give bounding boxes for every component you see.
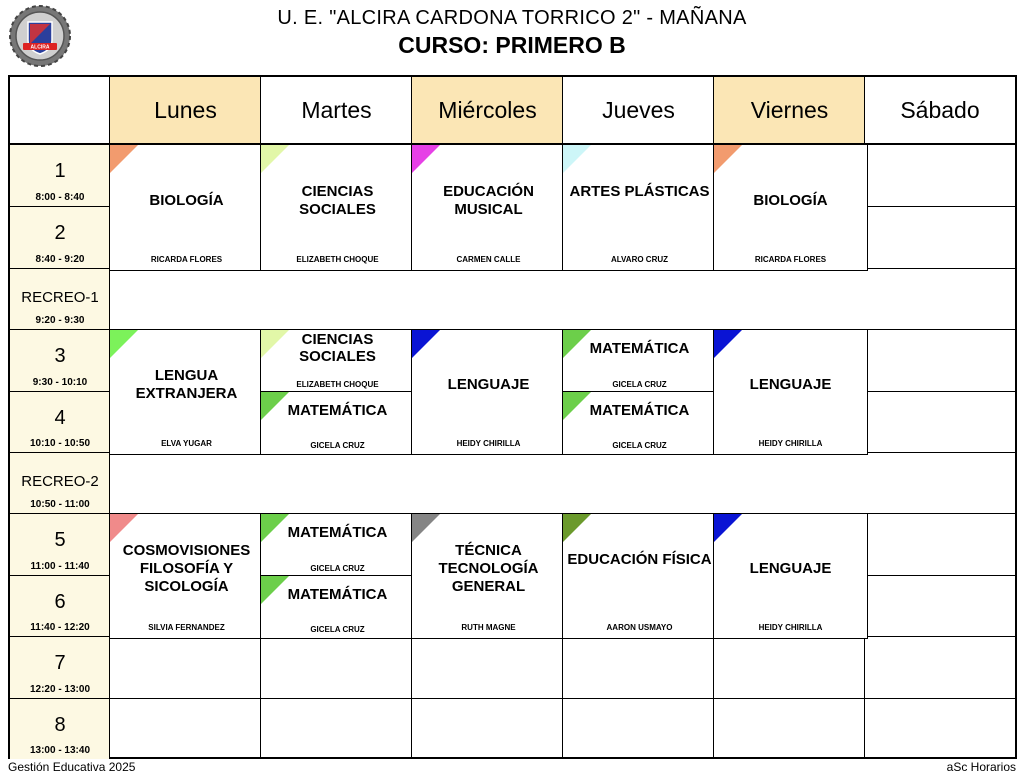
subject-color-marker (563, 145, 591, 173)
lesson-teacher: RICARDA FLORES (150, 255, 223, 264)
lesson-subject: CIENCIAS SOCIALES (299, 331, 376, 365)
lesson-card[interactable] (260, 513, 415, 578)
lesson-card[interactable] (260, 329, 415, 394)
lesson-subject: LENGUAJE (749, 560, 832, 577)
lesson-subject: BIOLOGÍA (753, 192, 828, 209)
lesson-subject: EDUCACIÓN MUSICAL (443, 183, 534, 218)
footer-left-text: Gestión Educativa 2025 (8, 760, 136, 774)
period-cell-1 (10, 144, 110, 206)
period-number: 2 (54, 222, 66, 244)
lesson-card[interactable] (562, 144, 717, 271)
break-name: RECREO-1 (21, 289, 99, 306)
lesson-teacher: CARMEN CALLE (456, 255, 521, 264)
lesson-subject: ARTES PLÁSTICAS (569, 183, 710, 200)
lesson-card[interactable] (260, 391, 415, 455)
period-cell-5 (10, 513, 110, 575)
subject-color-marker (412, 145, 440, 173)
day-header-4: Viernes (714, 77, 865, 144)
period-cell-8 (10, 698, 110, 759)
subject-color-marker (261, 145, 289, 173)
period-number: 4 (54, 407, 66, 429)
period-time: 12:20 - 13:00 (29, 684, 91, 695)
lesson-subject: MATEMÁTICA (589, 402, 690, 419)
lesson-teacher: ALVARO CRUZ (610, 255, 669, 264)
logo-text: ALCIRA (30, 44, 50, 51)
period-time: 10:10 - 10:50 (29, 438, 91, 449)
break-time: 10:50 - 11:00 (30, 499, 90, 510)
footer-right-text: aSc Horarios (946, 760, 1016, 774)
period-time: 11:00 - 11:40 (30, 561, 90, 572)
subject-color-marker (412, 330, 440, 358)
period-cell-4 (10, 391, 110, 452)
period-number: 5 (54, 529, 66, 551)
period-time: 8:40 - 9:20 (35, 254, 85, 265)
lesson-teacher: GICELA CRUZ (310, 564, 365, 573)
lesson-card[interactable] (260, 144, 415, 271)
lesson-subject: CIENCIAS SOCIALES (299, 183, 376, 218)
lesson-card[interactable] (411, 329, 566, 455)
lesson-teacher: AARON USMAYO (606, 623, 673, 632)
lesson-teacher: ELIZABETH CHOQUE (296, 380, 379, 389)
lesson-teacher: GICELA CRUZ (310, 441, 365, 450)
subject-color-marker (714, 514, 742, 542)
lesson-card[interactable] (260, 575, 415, 639)
lesson-subject: BIOLOGÍA (149, 192, 224, 209)
break-time: 9:20 - 9:30 (35, 315, 85, 326)
lesson-subject: LENGUAJE (447, 376, 530, 393)
subject-color-marker (110, 514, 138, 542)
lesson-teacher: ELVA YUGAR (161, 439, 212, 448)
break-name: RECREO-2 (21, 473, 99, 490)
lesson-card[interactable] (109, 513, 264, 639)
lesson-subject: MATEMÁTICA (287, 402, 388, 419)
lesson-subject: LENGUA EXTRANJERA (135, 367, 238, 402)
break-cell-1 (10, 268, 110, 329)
subject-color-marker (412, 514, 440, 542)
lesson-subject: MATEMÁTICA (589, 340, 690, 357)
lesson-teacher: HEIDY CHIRILLA (758, 439, 823, 448)
period-cell-3 (10, 329, 110, 391)
period-number: 7 (54, 652, 66, 674)
subject-color-marker (110, 145, 138, 173)
school-title: U. E. "ALCIRA CARDONA TORRICO 2" - MAÑANA (277, 7, 747, 29)
period-number: 3 (54, 345, 66, 367)
subject-color-marker (110, 330, 138, 358)
day-header-3: Jueves (563, 77, 714, 144)
subject-color-marker (563, 514, 591, 542)
lesson-card[interactable] (713, 329, 868, 455)
period-number: 8 (54, 714, 66, 736)
day-header-2: Miércoles (412, 77, 563, 144)
day-header-0: Lunes (110, 77, 261, 144)
period-cell-7 (10, 636, 110, 698)
lesson-teacher: RUTH MAGNE (461, 623, 516, 632)
period-time: 13:00 - 13:40 (29, 745, 91, 756)
lesson-subject: LENGUAJE (749, 376, 832, 393)
lesson-teacher: GICELA CRUZ (310, 625, 365, 634)
lesson-card[interactable] (562, 391, 717, 455)
lesson-card[interactable] (411, 144, 566, 271)
lesson-subject: MATEMÁTICA (287, 524, 388, 541)
lesson-card[interactable] (713, 144, 868, 271)
lesson-teacher: HEIDY CHIRILLA (758, 623, 823, 632)
lesson-card[interactable] (109, 329, 264, 455)
grid-line-horizontal (10, 698, 1015, 699)
timetable-grid (8, 75, 1017, 759)
lesson-teacher: SILVIA FERNANDEZ (148, 623, 225, 632)
lesson-card[interactable] (562, 513, 717, 639)
period-cell-6 (10, 575, 110, 636)
subject-color-marker (714, 145, 742, 173)
lesson-teacher: HEIDY CHIRILLA (456, 439, 521, 448)
lesson-teacher: RICARDA FLORES (754, 255, 827, 264)
subject-color-marker (714, 330, 742, 358)
lesson-teacher: GICELA CRUZ (612, 441, 667, 450)
period-time: 9:30 - 10:10 (32, 377, 88, 388)
course-title: CURSO: PRIMERO B (398, 32, 626, 58)
lesson-card[interactable] (562, 329, 717, 394)
lesson-subject: TÉCNICA TECNOLOGÍA GENERAL (438, 542, 539, 595)
lesson-subject: COSMOVISIONES FILOSOFÍA Y SICOLOGÍA (122, 542, 251, 595)
lesson-subject: EDUCACIÓN FÍSICA (567, 551, 712, 568)
day-header-1: Martes (261, 77, 412, 144)
period-number: 1 (54, 160, 66, 182)
lesson-teacher: ELIZABETH CHOQUE (296, 255, 379, 264)
period-cell-2 (10, 206, 110, 268)
period-time: 11:40 - 12:20 (30, 622, 90, 633)
break-cell-2 (10, 452, 110, 513)
lesson-subject: MATEMÁTICA (287, 586, 388, 603)
period-number: 6 (54, 591, 66, 613)
lesson-teacher: GICELA CRUZ (612, 380, 667, 389)
period-time: 8:00 - 8:40 (35, 192, 85, 203)
lesson-card[interactable] (109, 144, 264, 271)
day-header-5: Sábado (865, 77, 1015, 144)
lesson-card[interactable] (411, 513, 566, 639)
lesson-card[interactable] (713, 513, 868, 639)
